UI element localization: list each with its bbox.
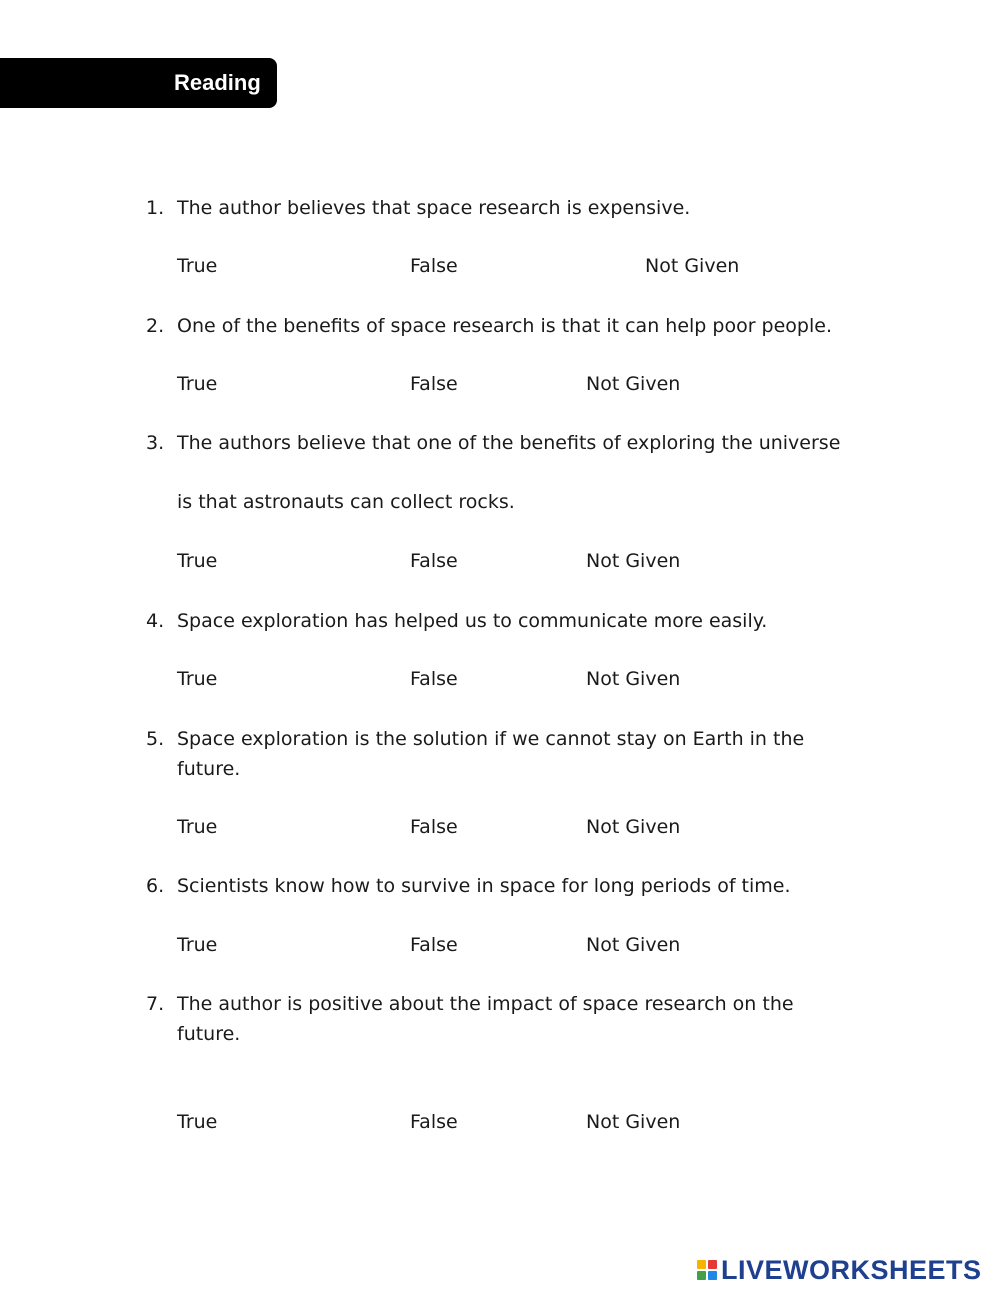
option-not-given[interactable]: Not Given	[586, 550, 681, 572]
option-false[interactable]: False	[410, 255, 458, 277]
option-not-given[interactable]: Not Given	[586, 816, 681, 838]
option-not-given[interactable]: Not Given	[645, 255, 740, 277]
option-true[interactable]: True	[177, 255, 218, 277]
logo-blocks-icon	[697, 1260, 717, 1280]
question-number: 4.	[146, 610, 165, 632]
option-true[interactable]: True	[177, 1111, 218, 1133]
question-number: 1.	[146, 197, 165, 219]
question-text-continued: future.	[177, 758, 241, 780]
option-false[interactable]: False	[410, 1111, 458, 1133]
option-false[interactable]: False	[410, 668, 458, 690]
question-text: The author believes that space research is expensive.	[177, 197, 691, 219]
liveworksheets-logo	[697, 1254, 982, 1286]
question-text: Space exploration is the solution if we cannot stay on Earth in the	[177, 728, 805, 750]
option-not-given[interactable]: Not Given	[586, 1111, 681, 1133]
option-not-given[interactable]: Not Given	[586, 934, 681, 956]
reading-tab	[0, 58, 277, 108]
option-true[interactable]: True	[177, 668, 218, 690]
question-text-continued: is that astronauts can collect rocks.	[177, 491, 515, 513]
option-true[interactable]: True	[177, 550, 218, 572]
reading-tab-label: Reading	[174, 70, 261, 95]
option-not-given[interactable]: Not Given	[586, 668, 681, 690]
option-not-given[interactable]: Not Given	[586, 373, 681, 395]
option-false[interactable]: False	[410, 816, 458, 838]
question-text: One of the benefits of space research is that it can help poor people.	[177, 315, 832, 337]
option-false[interactable]: False	[410, 550, 458, 572]
option-true[interactable]: True	[177, 816, 218, 838]
question-number: 5.	[146, 728, 165, 750]
logo-text: LIVEWORKSHEETS	[721, 1254, 982, 1285]
option-false[interactable]: False	[410, 373, 458, 395]
question-text: Space exploration has helped us to communicate more easily.	[177, 610, 768, 632]
question-number: 2.	[146, 315, 165, 337]
question-text: The author is positive about the impact of space research on the	[177, 993, 794, 1015]
question-number: 7.	[146, 993, 165, 1015]
question-text: The authors believe that one of the benefits of exploring the universe	[177, 432, 841, 454]
question-number: 6.	[146, 875, 165, 897]
option-true[interactable]: True	[177, 934, 218, 956]
question-number: 3.	[146, 432, 165, 454]
question-text: Scientists know how to survive in space for long periods of time.	[177, 875, 791, 897]
option-true[interactable]: True	[177, 373, 218, 395]
question-text-continued: future.	[177, 1023, 241, 1045]
option-false[interactable]: False	[410, 934, 458, 956]
